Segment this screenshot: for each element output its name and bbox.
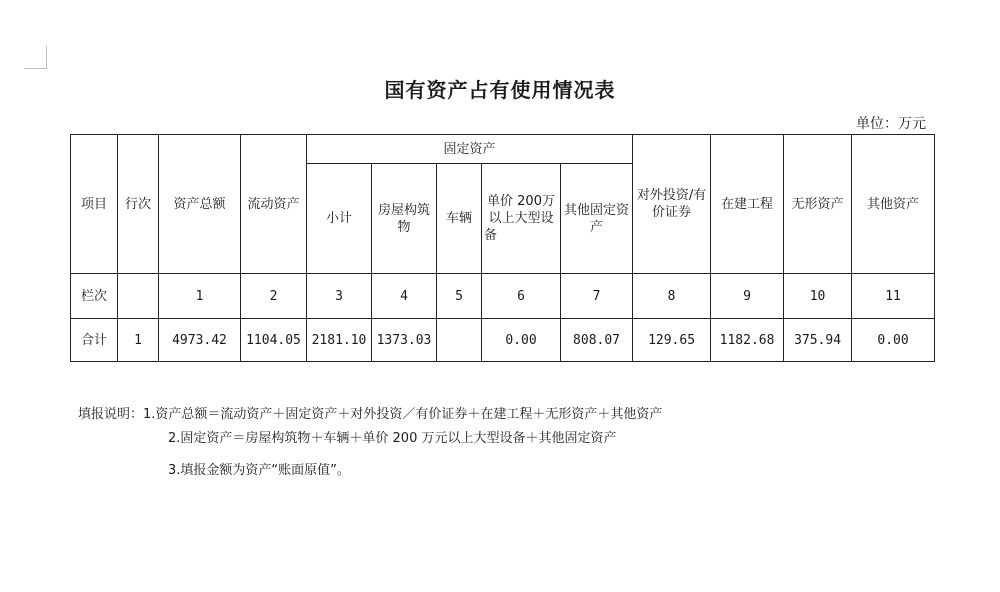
other-fixed-value: 808.07 bbox=[561, 319, 633, 362]
large-equipment-value: 0.00 bbox=[482, 319, 561, 362]
header-row-no: 行次 bbox=[118, 135, 159, 274]
header-vehicles: 车辆 bbox=[437, 164, 482, 274]
note-line-3: 3.填报金额为资产“账面原值”。 bbox=[168, 463, 350, 478]
column-number: 3 bbox=[307, 274, 372, 319]
header-large-equipment: 单价 200万以上大型设备 bbox=[482, 164, 561, 274]
total-row-row-no: 1 bbox=[118, 319, 159, 362]
intangible-value: 375.94 bbox=[784, 319, 852, 362]
total-row bbox=[71, 319, 935, 362]
header-buildings: 房屋构筑物 bbox=[372, 164, 437, 274]
current-assets-value: 1104.05 bbox=[241, 319, 307, 362]
column-row-row-no bbox=[118, 274, 159, 319]
investments-value: 129.65 bbox=[633, 319, 711, 362]
header-subtotal: 小计 bbox=[307, 164, 372, 274]
column-number: 7 bbox=[561, 274, 633, 319]
column-number: 9 bbox=[711, 274, 784, 319]
header-investments: 对外投资/有价证券 bbox=[633, 135, 711, 274]
column-number: 1 bbox=[159, 274, 241, 319]
note-line-2: 2.固定资产＝房屋构筑物＋车辆＋单价 200 万元以上大型设备＋其他固定资产 bbox=[168, 431, 617, 446]
buildings-value: 1373.03 bbox=[372, 319, 437, 362]
header-intangible: 无形资产 bbox=[784, 135, 852, 274]
unit-label: 单位：万元 bbox=[856, 116, 926, 132]
header-fixed-assets-group: 固定资产 bbox=[307, 135, 633, 164]
column-number: 6 bbox=[482, 274, 561, 319]
header-total-assets: 资产总额 bbox=[159, 135, 241, 274]
total-row-label: 合计 bbox=[71, 319, 118, 362]
note-line-1: 填报说明：1.资产总额＝流动资产＋固定资产＋对外投资／有价证券＋在建工程＋无形资产＋其他资产 bbox=[78, 407, 663, 422]
construction-value: 1182.68 bbox=[711, 319, 784, 362]
column-number-row bbox=[71, 274, 935, 319]
column-number: 2 bbox=[241, 274, 307, 319]
asset-usage-table bbox=[70, 134, 935, 362]
header-current-assets: 流动资产 bbox=[241, 135, 307, 274]
vehicles-value bbox=[437, 319, 482, 362]
header-construction: 在建工程 bbox=[711, 135, 784, 274]
column-number: 11 bbox=[852, 274, 935, 319]
total-assets-value: 4973.42 bbox=[159, 319, 241, 362]
fixed-subtotal-value: 2181.10 bbox=[307, 319, 372, 362]
column-number: 8 bbox=[633, 274, 711, 319]
filling-notes bbox=[78, 406, 663, 478]
header-other-fixed: 其他固定资产 bbox=[561, 164, 633, 274]
header-item: 项目 bbox=[71, 135, 118, 274]
column-row-label: 栏次 bbox=[71, 274, 118, 319]
other-assets-value: 0.00 bbox=[852, 319, 935, 362]
column-number: 4 bbox=[372, 274, 437, 319]
header-other-assets: 其他资产 bbox=[852, 135, 935, 274]
page-corner-mark bbox=[24, 46, 47, 69]
column-number: 5 bbox=[437, 274, 482, 319]
column-number: 10 bbox=[784, 274, 852, 319]
page-title: 国有资产占有使用情况表 bbox=[384, 78, 616, 102]
